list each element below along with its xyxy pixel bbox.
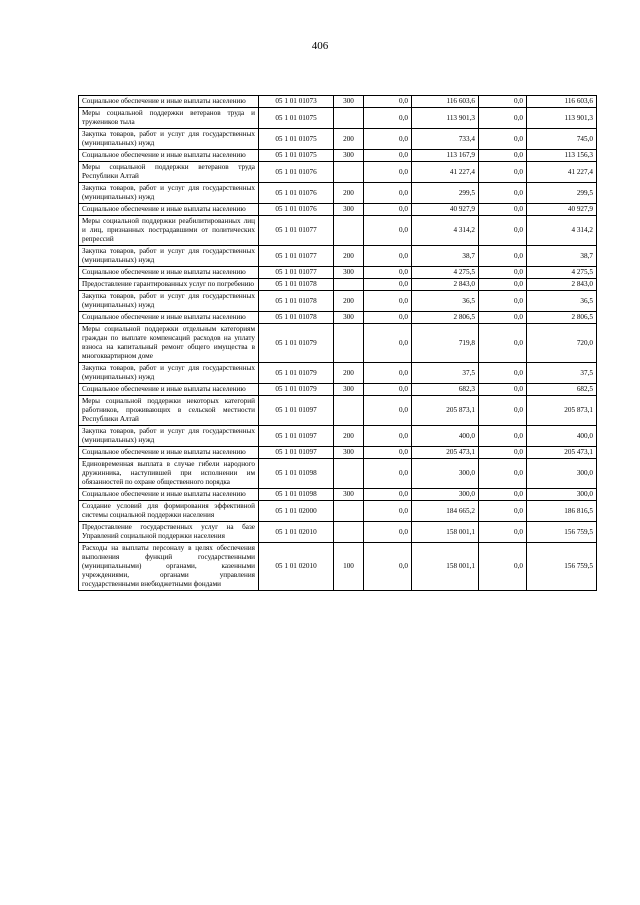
table-row (79, 396, 597, 426)
expense-name-cell: Закупка товаров, работ и услуг для государственных (муниципальных) нужд (79, 129, 259, 150)
amount-cell-4: 745,0 (527, 129, 597, 150)
amount-cell-1: 0,0 (364, 150, 412, 162)
expense-name-cell: Социальное обеспечение и иные выплаты населению (79, 150, 259, 162)
expense-name-cell: Меры социальной поддержки реабилитированных лиц и лиц, признанных пострадавшими от политических репрессий (79, 216, 259, 246)
table-row (79, 312, 597, 324)
expense-name-cell: Предоставление гарантированных услуг по погребению (79, 279, 259, 291)
target-article-code-cell: 05 1 01 01073 (259, 96, 334, 108)
table-row (79, 489, 597, 501)
amount-cell-4: 40 927,9 (527, 204, 597, 216)
expense-name-cell: Социальное обеспечение и иные выплаты населению (79, 267, 259, 279)
amount-cell-1: 0,0 (364, 543, 412, 591)
target-article-code-cell: 05 1 01 01076 (259, 204, 334, 216)
target-article-code-cell: 05 1 01 01097 (259, 396, 334, 426)
target-article-code-cell: 05 1 01 01077 (259, 267, 334, 279)
amount-cell-2: 682,3 (412, 384, 479, 396)
amount-cell-1: 0,0 (364, 501, 412, 522)
target-article-code-cell: 05 1 01 01079 (259, 384, 334, 396)
expense-type-code-cell: 200 (334, 291, 364, 312)
amount-cell-4: 186 816,5 (527, 501, 597, 522)
amount-cell-3: 0,0 (479, 312, 527, 324)
expense-type-code-cell (334, 459, 364, 489)
amount-cell-1: 0,0 (364, 363, 412, 384)
amount-cell-4: 400,0 (527, 426, 597, 447)
amount-cell-3: 0,0 (479, 279, 527, 291)
amount-cell-2: 2 806,5 (412, 312, 479, 324)
amount-cell-3: 0,0 (479, 150, 527, 162)
amount-cell-1: 0,0 (364, 426, 412, 447)
amount-cell-2: 41 227,4 (412, 162, 479, 183)
amount-cell-2: 719,8 (412, 324, 479, 363)
target-article-code-cell: 05 1 01 01097 (259, 447, 334, 459)
expense-name-cell: Расходы на выплаты персоналу в целях обеспечения выполнения функций государственными (муниципальными) органами, казенными учреждениями, органами управления государственными внебюджетными фондами (79, 543, 259, 591)
amount-cell-1: 0,0 (364, 267, 412, 279)
target-article-code-cell: 05 1 01 01076 (259, 183, 334, 204)
amount-cell-4: 113 901,3 (527, 108, 597, 129)
target-article-code-cell: 05 1 01 01078 (259, 312, 334, 324)
expense-name-cell: Создание условий для формирования эффективной системы социальной поддержки населения (79, 501, 259, 522)
amount-cell-3: 0,0 (479, 129, 527, 150)
amount-cell-2: 113 901,3 (412, 108, 479, 129)
target-article-code-cell: 05 1 01 01078 (259, 291, 334, 312)
amount-cell-2: 300,0 (412, 459, 479, 489)
amount-cell-1: 0,0 (364, 522, 412, 543)
amount-cell-3: 0,0 (479, 543, 527, 591)
amount-cell-2: 38,7 (412, 246, 479, 267)
target-article-code-cell: 05 1 01 02010 (259, 522, 334, 543)
table-row (79, 108, 597, 129)
expense-name-cell: Закупка товаров, работ и услуг для государственных (муниципальных) нужд (79, 246, 259, 267)
table-row (79, 162, 597, 183)
amount-cell-2: 116 603,6 (412, 96, 479, 108)
target-article-code-cell: 05 1 01 01098 (259, 459, 334, 489)
expense-type-code-cell: 300 (334, 312, 364, 324)
amount-cell-4: 2 806,5 (527, 312, 597, 324)
expense-type-code-cell (334, 501, 364, 522)
table-row (79, 279, 597, 291)
expense-name-cell: Меры социальной поддержки отдельным категориям граждан по выплате компенсаций расходов на уплату взноса на капитальный ремонт общего имущества в многоквартирном доме (79, 324, 259, 363)
target-article-code-cell: 05 1 01 01077 (259, 216, 334, 246)
amount-cell-2: 205 873,1 (412, 396, 479, 426)
table-row (79, 204, 597, 216)
amount-cell-4: 2 843,0 (527, 279, 597, 291)
target-article-code-cell: 05 1 01 01075 (259, 150, 334, 162)
amount-cell-2: 2 843,0 (412, 279, 479, 291)
amount-cell-3: 0,0 (479, 162, 527, 183)
amount-cell-1: 0,0 (364, 459, 412, 489)
amount-cell-4: 41 227,4 (527, 162, 597, 183)
amount-cell-4: 300,0 (527, 489, 597, 501)
table-row (79, 324, 597, 363)
expense-name-cell: Предоставление государственных услуг на базе Управлений социальной поддержки населения (79, 522, 259, 543)
expense-name-cell: Единовременная выплата в случае гибели народного дружинника, наступившей при исполнении им обязанностей по охране общественного порядка (79, 459, 259, 489)
amount-cell-1: 0,0 (364, 447, 412, 459)
table-row (79, 363, 597, 384)
amount-cell-3: 0,0 (479, 489, 527, 501)
amount-cell-1: 0,0 (364, 246, 412, 267)
expense-type-code-cell: 200 (334, 129, 364, 150)
expense-name-cell: Социальное обеспечение и иные выплаты населению (79, 312, 259, 324)
expense-type-code-cell: 300 (334, 204, 364, 216)
budget-table (78, 95, 597, 591)
table-row (79, 183, 597, 204)
amount-cell-4: 116 603,6 (527, 96, 597, 108)
amount-cell-4: 156 759,5 (527, 543, 597, 591)
table-row (79, 426, 597, 447)
amount-cell-1: 0,0 (364, 96, 412, 108)
amount-cell-3: 0,0 (479, 396, 527, 426)
amount-cell-4: 682,5 (527, 384, 597, 396)
table-row (79, 384, 597, 396)
amount-cell-4: 720,0 (527, 324, 597, 363)
expense-type-code-cell: 200 (334, 183, 364, 204)
table-row (79, 96, 597, 108)
table-row (79, 501, 597, 522)
amount-cell-1: 0,0 (364, 129, 412, 150)
expense-type-code-cell (334, 522, 364, 543)
amount-cell-2: 37,5 (412, 363, 479, 384)
expense-type-code-cell (334, 324, 364, 363)
table-row (79, 150, 597, 162)
amount-cell-4: 38,7 (527, 246, 597, 267)
amount-cell-3: 0,0 (479, 459, 527, 489)
expense-type-code-cell: 300 (334, 489, 364, 501)
amount-cell-4: 36,5 (527, 291, 597, 312)
table-row (79, 447, 597, 459)
expense-type-code-cell: 300 (334, 150, 364, 162)
expense-name-cell: Социальное обеспечение и иные выплаты населению (79, 384, 259, 396)
amount-cell-3: 0,0 (479, 246, 527, 267)
amount-cell-4: 156 759,5 (527, 522, 597, 543)
expense-name-cell: Меры социальной поддержки ветеранов труда и тружеников тыла (79, 108, 259, 129)
expense-name-cell: Закупка товаров, работ и услуг для государственных (муниципальных) нужд (79, 291, 259, 312)
table-row (79, 543, 597, 591)
amount-cell-3: 0,0 (479, 384, 527, 396)
target-article-code-cell: 05 1 01 01079 (259, 324, 334, 363)
expense-type-code-cell (334, 279, 364, 291)
amount-cell-2: 4 275,5 (412, 267, 479, 279)
amount-cell-2: 184 665,2 (412, 501, 479, 522)
target-article-code-cell: 05 1 01 02010 (259, 543, 334, 591)
amount-cell-4: 205 873,1 (527, 396, 597, 426)
amount-cell-1: 0,0 (364, 183, 412, 204)
expense-name-cell: Социальное обеспечение и иные выплаты населению (79, 204, 259, 216)
amount-cell-3: 0,0 (479, 96, 527, 108)
expense-name-cell: Меры социальной поддержки ветеранов труда Республики Алтай (79, 162, 259, 183)
amount-cell-2: 299,5 (412, 183, 479, 204)
expense-type-code-cell (334, 396, 364, 426)
table-row (79, 291, 597, 312)
target-article-code-cell: 05 1 01 01077 (259, 246, 334, 267)
amount-cell-2: 40 927,9 (412, 204, 479, 216)
amount-cell-2: 158 001,1 (412, 522, 479, 543)
expense-type-code-cell (334, 162, 364, 183)
amount-cell-3: 0,0 (479, 324, 527, 363)
amount-cell-4: 299,5 (527, 183, 597, 204)
expense-name-cell: Закупка товаров, работ и услуг для государственных (муниципальных) нужд (79, 426, 259, 447)
amount-cell-2: 205 473,1 (412, 447, 479, 459)
amount-cell-1: 0,0 (364, 108, 412, 129)
expense-name-cell: Закупка товаров, работ и услуг для государственных (муниципальных) нужд (79, 363, 259, 384)
target-article-code-cell: 05 1 01 02000 (259, 501, 334, 522)
table-row (79, 267, 597, 279)
expense-type-code-cell: 300 (334, 267, 364, 279)
expense-type-code-cell: 300 (334, 96, 364, 108)
amount-cell-2: 400,0 (412, 426, 479, 447)
amount-cell-2: 158 001,1 (412, 543, 479, 591)
expense-name-cell: Социальное обеспечение и иные выплаты населению (79, 96, 259, 108)
amount-cell-1: 0,0 (364, 204, 412, 216)
amount-cell-3: 0,0 (479, 183, 527, 204)
expense-name-cell: Меры социальной поддержки некоторых категорий работников, проживающих в сельской местности Республики Алтай (79, 396, 259, 426)
amount-cell-2: 733,4 (412, 129, 479, 150)
table-row (79, 216, 597, 246)
target-article-code-cell: 05 1 01 01076 (259, 162, 334, 183)
amount-cell-3: 0,0 (479, 501, 527, 522)
target-article-code-cell: 05 1 01 01075 (259, 129, 334, 150)
expense-type-code-cell: 300 (334, 384, 364, 396)
table-row (79, 522, 597, 543)
amount-cell-1: 0,0 (364, 279, 412, 291)
amount-cell-3: 0,0 (479, 447, 527, 459)
expense-type-code-cell: 200 (334, 426, 364, 447)
amount-cell-3: 0,0 (479, 522, 527, 543)
expense-name-cell: Закупка товаров, работ и услуг для государственных (муниципальных) нужд (79, 183, 259, 204)
expense-type-code-cell: 300 (334, 447, 364, 459)
amount-cell-2: 4 314,2 (412, 216, 479, 246)
expense-type-code-cell (334, 108, 364, 129)
amount-cell-4: 4 314,2 (527, 216, 597, 246)
expense-type-code-cell: 200 (334, 246, 364, 267)
expense-name-cell: Социальное обеспечение и иные выплаты населению (79, 489, 259, 501)
amount-cell-3: 0,0 (479, 267, 527, 279)
amount-cell-4: 205 473,1 (527, 447, 597, 459)
amount-cell-3: 0,0 (479, 426, 527, 447)
target-article-code-cell: 05 1 01 01075 (259, 108, 334, 129)
table-row (79, 246, 597, 267)
amount-cell-3: 0,0 (479, 108, 527, 129)
target-article-code-cell: 05 1 01 01097 (259, 426, 334, 447)
amount-cell-1: 0,0 (364, 396, 412, 426)
page-number: 406 (311, 40, 329, 52)
amount-cell-1: 0,0 (364, 384, 412, 396)
amount-cell-1: 0,0 (364, 216, 412, 246)
amount-cell-1: 0,0 (364, 312, 412, 324)
amount-cell-4: 4 275,5 (527, 267, 597, 279)
amount-cell-4: 300,0 (527, 459, 597, 489)
amount-cell-3: 0,0 (479, 204, 527, 216)
expense-type-code-cell (334, 216, 364, 246)
amount-cell-4: 113 156,3 (527, 150, 597, 162)
table-row (79, 459, 597, 489)
amount-cell-3: 0,0 (479, 291, 527, 312)
expense-type-code-cell: 200 (334, 363, 364, 384)
amount-cell-2: 113 167,9 (412, 150, 479, 162)
expense-type-code-cell: 100 (334, 543, 364, 591)
expense-name-cell: Социальное обеспечение и иные выплаты населению (79, 447, 259, 459)
amount-cell-1: 0,0 (364, 291, 412, 312)
amount-cell-4: 37,5 (527, 363, 597, 384)
amount-cell-1: 0,0 (364, 324, 412, 363)
target-article-code-cell: 05 1 01 01098 (259, 489, 334, 501)
table-row (79, 129, 597, 150)
amount-cell-2: 300,0 (412, 489, 479, 501)
amount-cell-3: 0,0 (479, 363, 527, 384)
amount-cell-3: 0,0 (479, 216, 527, 246)
target-article-code-cell: 05 1 01 01079 (259, 363, 334, 384)
amount-cell-2: 36,5 (412, 291, 479, 312)
target-article-code-cell: 05 1 01 01078 (259, 279, 334, 291)
amount-cell-1: 0,0 (364, 162, 412, 183)
amount-cell-1: 0,0 (364, 489, 412, 501)
